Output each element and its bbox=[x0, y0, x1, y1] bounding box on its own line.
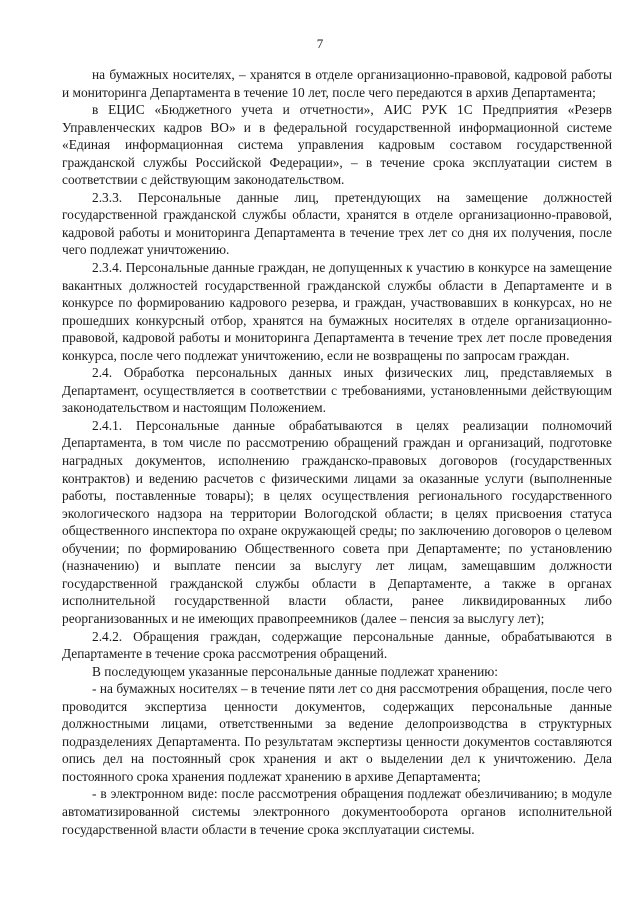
paragraph-2-3-3: 2.3.3. Персональные данные лиц, претендующих на замещение должностей государственной гражданской службы области, хранятся в отделе организационно-правовой, кадровой работы и мониторинга Департамента в течение трех лет со дня их получения, после чего подлежат уничтожению. bbox=[62, 189, 612, 258]
paragraph-2-4: 2.4. Обработка персональных данных иных физических лиц, представляемых в Департамент, осуществляется в соответствии с требованиями, установленными действующим законодательством и настоящим Положением. bbox=[62, 365, 612, 416]
paragraph-2-4-1: 2.4.1. Персональные данные обрабатываются в целях реализации полномочий Департамента, в том числе по рассмотрению обращений граждан и организаций, подготовке наградных документов, исполнению гражданско-правовых договоров (государственных контрактов) и ведению расчетов с физическими лицами за оказанные услуги (выполненные работы, поставленные товары); в целях осуществления регионального государственного экологического надзора на территории Вологодской области; в целях присвоения статуса общественного инспектора по охране окружающей среды; по заключению договоров о целевом обучении; по формированию Общественного совета при Департаменте; по установлению (назначению) и выплате пенсии за выслугу лет лицам, замещавшим должности государственной гражданской службы области в Департаменте, а также в органах исполнительной государственной власти области, ранее ликвидированных либо реорганизованных и не имеющих правопреемников (далее – пенсия за выслугу лет); bbox=[62, 417, 612, 626]
paragraph-2-3-4: 2.3.4. Персональные данные граждан, не допущенных к участию в конкурсе на замещение вакантных должностей государственной гражданской службы области в Департаменте и в конкурсе по формированию кадрового резерва, и граждан, участвовавших в конкурсах, но не прошедших конкурсный отбор, хранятся на бумажных носителях в отделе организационно-правовой, кадровой работы и мониторинга Департамента в течение трех лет после проведения конкурса, после чего подлежат уничтожению, если не возвращены по запросам граждан. bbox=[62, 260, 612, 363]
paragraph-electronic-systems: в ЕЦИС «Бюджетного учета и отчетности», АИС РУК 1С Предприятия «Резерв Управленческих кадров ВО» и в федеральной государственной информационной системе «Единая информационная система управления кадровым составом государственной гражданской службы Российской Федерации», – в течение срока эксплуатации систем в соответствии с действующим законодательством. bbox=[62, 102, 612, 188]
paragraph-2-4-2: 2.4.2. Обращения граждан, содержащие персональные данные, обрабатываются в Департаменте в течение срока рассмотрения обращений. bbox=[62, 628, 612, 662]
paragraph-subsequent-storage: В последующем указанные персональные данные подлежат хранению: bbox=[92, 663, 499, 679]
paragraph-paper-storage: на бумажных носителях, – хранятся в отделе организационно-правовой, кадровой работы и мониторинга Департамента в течение 10 лет, после чего передаются в архив Департамента; bbox=[62, 67, 612, 100]
paragraph-paper-five-years: - на бумажных носителях – в течение пяти лет со дня рассмотрения обращения, после чего проводится экспертиза ценности документов, содержащих персональные данные должностными лицами, ответственными за ведение делопроизводства в структурных подразделениях Департамента. По результатам экспертизы ценности документов составляются опись дел на постоянный срок хранения и акт о выделении дел к уничтожению. Дела постоянного срока хранения подлежат хранению в архиве Департамента; bbox=[62, 681, 612, 784]
page-number: 7 bbox=[316, 36, 324, 51]
document-body bbox=[62, 66, 612, 838]
paragraph-electronic-form: - в электронном виде: после рассмотрения обращения подлежат обезличиванию; в модуле автоматизированной системы электронного документооборота органов исполнительной государственной власти области в течение срока эксплуатации системы. bbox=[62, 786, 612, 837]
